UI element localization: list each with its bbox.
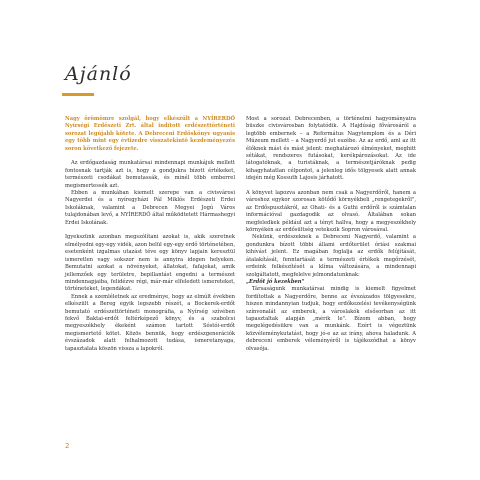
body-paragraph: Igyekszünk azonban megszólítani azokat is, akik szeretnek elmélyedni egy-egy vidék, azon belül egy-egy erdő történetében, esetenként izgalmas utazást téve egy könyv lapjain keresztül ismeretlen vagy sokszor nem is annyira idegen helyeken. Bemutatni azokat a növényeket, állatokat, fafajokat, amik jellemzőek egy területre, bepillantást engedni a természet mindennapjaiba, felidézve régi, már-már elfeledett ismereteket, történeteket, legendákat. [65,234,235,293]
left-column [65,116,235,353]
motto-subheading: „Erdőt jó kezekben" [246,278,305,285]
page-heading: Ajánló [65,63,132,85]
body-paragraph: Most a sorozat Debrecenben, a történelmi hagyományaira büszke civisvárosban folytatódik. A Hajdúság fővárosáról a legtöbb embernek – a Református Nagytemplom és a Déri Múzeum mellett – a Nagyerdő jut eszébe. Az az erdő, aml az itt élőknek mást és mást jelent: meghatározó élményeket, meghitt sétákat, rendszeres futásokat, kerékpározásokat. Az ide látogatóknak, a turistáknak, a természetjáróknak pedig kihagyhatatlan célpontot, a jelenleg idős tölgyesek alatt annak idején még Kossuth Lajosis járhatott. [246,116,416,182]
lead-paragraph: Nagy örömömre szolgál, hogy elkészült a NYÍRERDŐ Nyírségi Erdészeti Zrt. által indított erdészettörténeti sorozat legújabb kötete. A Debreceni Erdőskönyv ugyanis egy több mint egy évtizedre visszatekintő kezdeményezés soron következő fejezete. [65,116,235,152]
page-number: 2 [65,442,70,450]
body-paragraph: Ennek a szemléletnek az eredménye, hogy az elmúlt években elkészült a Bereg egyik legszebb részét, a Bockerek-erdőt bemutató erdészettörténeti monográfia, a Nyírség szívében fekvő Baktai-erdőt feltérképező könyv, és a szabolcsi megyeszékhely ékeként számon tartott Sóstói-erdőt megismertető kötet. Közös bennük, hogy erdészgenerációk évszázadok alatt felhalmozott tudása, ismeretanyaga, tapasztalata köszön vissza a lapokról. [65,293,235,352]
body-paragraph: Ebben a munkában kiemelt szerepe van a civisvárosi Nagyerdei és a nyíregyházi Pál Miklós Erdészeti Erdei Iskoláknak, valamint a Debrecen Megyei Jogú Város tulajdonában levő, a NYÍRERDŐ által működtetett Hármashegyi Erdei Iskolának. [65,190,235,226]
body-paragraph: Nekünk, erdészeknek a Debreceni Nagyerdő, valamint a gondunkra bízott többi állami erdőterület óriási szakmai kihívást jelent. Ez magában foglalja az erdők felújítását, átalakítását, fenntartását a természeti értékek megőrzését, erdeink felkészítését a klíma változására, a mindennapi szolgáltatott, megfelelve jelmondatunknak: [246,234,416,278]
body-paragraph: Az erdőgazdaság munkatársai mindennapi munkájuk mellett fontosnak tartják azt is, hogy a gondjukra bízott értékeket, természeti csodákat bemutassák, és minél több emberrel megismertessék azt. [65,160,235,189]
right-column [246,116,416,353]
heading-underline [62,93,94,96]
body-paragraph: A könyvet lapozva azonban nem csak a Nagyerdőről, hanem a városhoz egykor szorosan kötődő környékbeli „rengetegekről", az Erdőspusztákról, az Ohati- és a Guthi erdőről is számtalan információval gazdagodik az olvasó. Általában sokan megfeledkek például azt a tényt hallva, hogy a megyeszékhely környékén az erdősültség vetekszik Sopron városával. [246,190,416,234]
body-paragraph: Társaságunk munkatársai mindig is kiemelt figyelmet fordítottak a Nagyerdőre, benne az évszázados tölgyesekre, hiszen mindannyian tudjuk, hogy erdőkezelési tevékenységünk színvonalát az emberek, a városlakók elsősorban az itt tapasztaltak alapján „mérik le". Bízom abban, hogy megelégedésükre van a munkánk. Ezért is végeztünk közvéleménykutatást, hogy jó-e az az irány, ahova haladunk. A debreceni emberek véleményéről is tájékozódhat a könyv olvasója. [246,286,416,352]
